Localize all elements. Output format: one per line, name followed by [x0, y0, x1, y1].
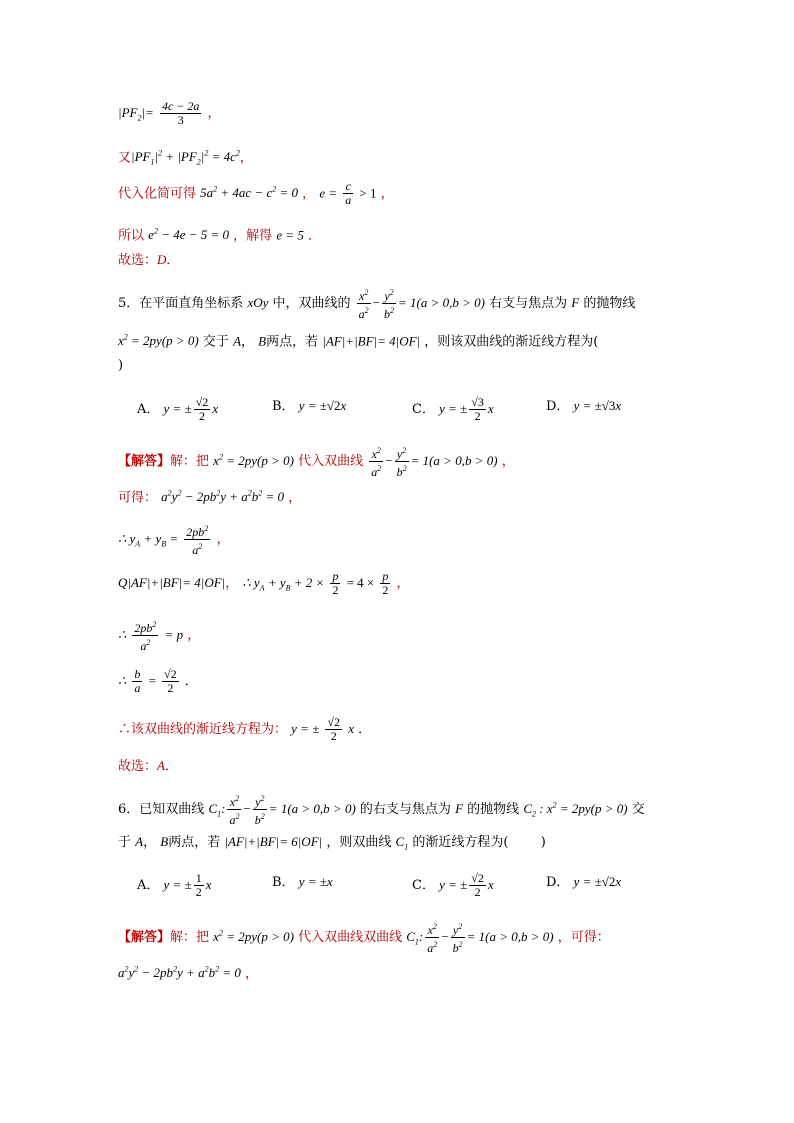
a5-line5: ∴ $\frac{2pb^2}{a^2}$ = p ，	[118, 620, 201, 653]
q6-line1: 6．已知双曲线 $C_1$: $\frac{x^2}{a^2}$ − $\frac{y^2}{b^2}$ = 1(a > 0,b > 0) 的右支与焦点为 F 的抛物线 $C_2$ : $x^2 = 2py(p > 0)$ 交	[118, 794, 645, 827]
a6-line1: 【解答】解：把 $x^2 = 2py(p > 0)$ 代入双曲线双曲线 $C_1$: $\frac{x^2}{a^2}$ − $\frac{y^2}{b^2}$ = 1(a > 0,b > 0) ，可得：	[118, 922, 610, 955]
q6-option-a: A． y = ± $\frac{1}{2}$ x	[137, 871, 212, 899]
q5-line3: )	[118, 358, 124, 373]
a5-line4: Q|AF|+|BF|= 4|OF|， ∴ $y_A + y_B + 2$ × $\frac{p}{2}$ = 4 × $\frac{p}{2}$ ，	[118, 569, 410, 597]
line-choice-d: 故选：D．	[118, 252, 180, 268]
a5-line6: ∴ $\frac{b}{a}$ = $\frac{√2}{2}$ ．	[118, 667, 198, 695]
q5-line2: $x^2 = 2py(p > 0)$ 交于 A， B两点，若 |AF|+|BF|= 4|OF| ，则该双曲线的渐近线方程为(	[118, 333, 599, 350]
a5-line3: ∴ $y_A + y_B$ = $\frac{2pb^2}{a^2}$ ，	[118, 524, 230, 557]
q5-line1: 5．在平面直角坐标系 xOy 中，双曲线的 $\frac{x^2}{a^2}$ − $\frac{y^2}{b^2}$ = 1(a > 0,b > 0) 右支与焦点为 F 的抛物线	[118, 288, 636, 321]
q6-option-b: B． y = ±x	[272, 874, 333, 890]
q6-option-c: C． y = ± $\frac{√2}{2}$ x	[412, 871, 494, 899]
line-pf2: $|PF_2|=$ $\frac{4c - 2a}{3}$ ，	[118, 99, 221, 127]
q5-option-a: A． y = ± $\frac{√2}{2}$ x	[137, 395, 219, 423]
line-sum-squares: 又$|PF_1|^2 + |PF_2|^2 = 4c^2$，	[118, 149, 253, 167]
q5-option-b: B． y = ±√2x	[272, 398, 347, 414]
a5-line8: 故选：A．	[118, 758, 178, 774]
line-simplify: 代入化简可得 $5a^2 + 4ac - c^2 = 0$ ， e = $\frac{c}{a}$ > 1 ，	[118, 179, 394, 208]
a5-line1: 【解答】解：把 $x^2 = 2py(p > 0)$ 代入双曲线 $\frac{x^2}{a^2}$ − $\frac{y^2}{b^2}$ = 1(a > 0,b > 0) ，	[118, 446, 515, 479]
q5-option-d: D． y = ±√3x	[546, 398, 622, 414]
a5-line7: ∴该双曲线的渐近线方程为： y = ± $\frac{√2}{2}$ x ．	[118, 715, 372, 743]
q6-option-d: D． y = ±√2x	[546, 874, 622, 890]
q5-option-c: C． y = ± $\frac{√3}{2}$ x	[412, 395, 494, 423]
q6-line2: 于 A， B两点，若 |AF|+|BF|= 6|OF| ，则双曲线 $C_1$ 的渐近线方程为( )	[118, 834, 546, 852]
a6-line2: $a^2y^2 - 2pb^2y + a^2b^2 = 0$ ，	[118, 965, 259, 982]
a5-line2: 可得： $a^2y^2 - 2pb^2y + a^2b^2 = 0$ ，	[118, 489, 302, 506]
line-solve-e: 所以 $e^2 - 4e - 5 = 0$ ，解得 e = 5 ．	[118, 227, 322, 244]
